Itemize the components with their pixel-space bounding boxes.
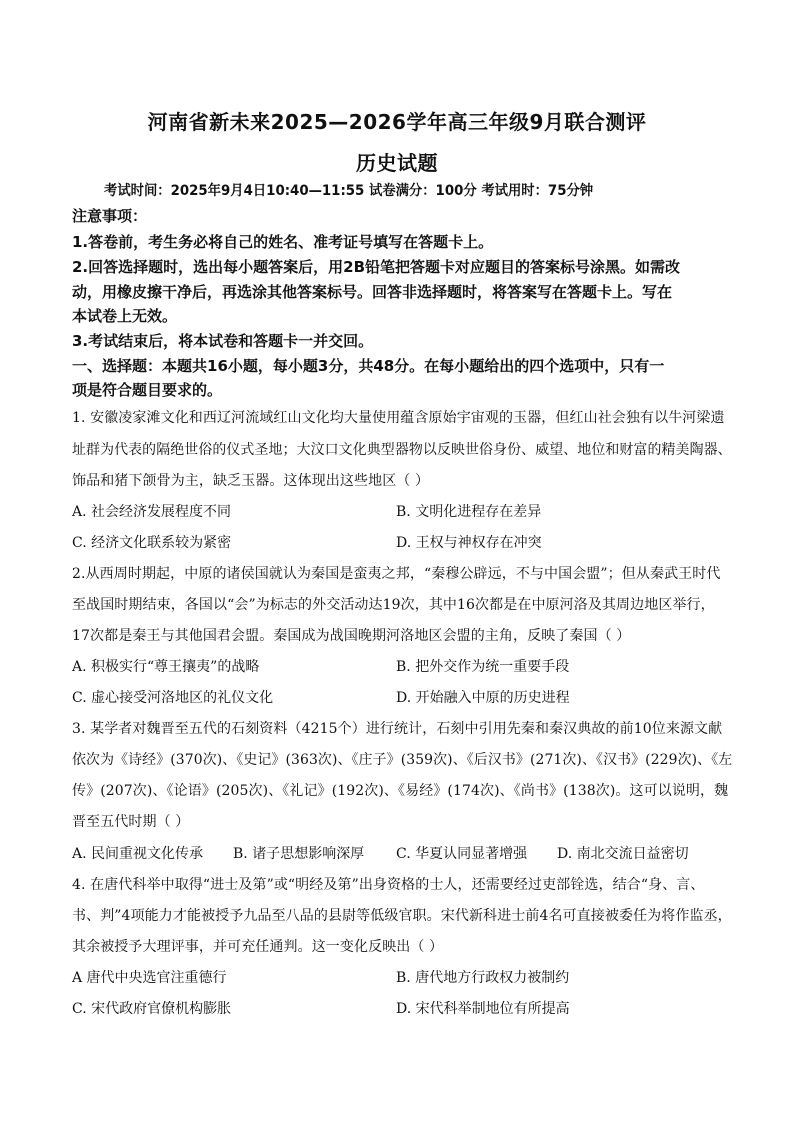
- exam-title: 河南省新未来2025—2026学年高三年级9月联合测评: [147, 110, 647, 134]
- notice-heading: 注意事项：: [72, 207, 148, 225]
- question-4-option-b: B. 唐代地方行政权力被制约: [396, 970, 570, 986]
- question-2-option-a: A. 积极实行“尊王攘夷”的战略: [72, 659, 260, 675]
- question-3-option-d: D. 南北交流日益密切: [557, 846, 689, 862]
- exam-subject-title: 历史试题: [356, 151, 438, 175]
- question-4-option-c: C. 宋代政府官僚机构膨胀: [72, 1001, 232, 1017]
- question-1-line: 址群为代表的隔绝世俗的仪式圣地；大汶口文化典型器物以反映世俗身份、威望、地位和财富的精美陶器、: [72, 442, 732, 458]
- question-2-option-c: C. 虚心接受河洛地区的礼仪文化: [72, 690, 274, 706]
- question-3-option-a: A. 民间重视文化传承: [72, 846, 204, 862]
- question-2-line: 2.从西周时期起，中原的诸侯国就认为秦国是蛮夷之邦，“秦穆公辟远，不与中国会盟”；但从秦武王时代: [72, 566, 721, 582]
- question-2-option-d: D. 开始融入中原的历史进程: [396, 690, 570, 706]
- section-heading: 一、选择题：本题共16小题，每小题3分，共48分。在每小题给出的四个选项中，只有一: [72, 357, 665, 375]
- notice-line: 3.考试结束后，将本试卷和答题卡一并交回。: [72, 332, 374, 350]
- notice-line: 1.答卷前，考生务必将自己的姓名、准考证号填写在答题卡上。: [72, 233, 494, 251]
- question-3-line: 晋至五代时期（ ）: [72, 814, 190, 830]
- question-4-option-a: A 唐代中央选官注重德行: [72, 970, 227, 986]
- question-2-line: 至战国时期结束，各国以“会”为标志的外交活动达19次，其中16次都是在中原河洛及其周边地区举行，: [72, 597, 715, 613]
- exam-info: 考试时间：2025年9月4日10:40—11:55 试卷满分：100分 考试用时：75分钟: [104, 183, 594, 199]
- question-1-option-c: C. 经济文化联系较为紧密: [72, 535, 232, 551]
- question-4-option-d: D. 宋代科举制地位有所提高: [396, 1001, 570, 1017]
- question-3-option-c: C. 华夏认同显著增强: [396, 846, 528, 862]
- question-4-line: 4. 在唐代科举中取得“进士及第”或“明经及第”出身资格的士人，还需要经过吏部铨选，结合“身、言、: [72, 877, 705, 893]
- question-1-line: 1. 安徽凌家滩文化和西辽河流域红山文化均大量使用蕴含原始宇宙观的玉器，但红山社会独有以牛河梁遗: [72, 410, 725, 426]
- question-1-option-d: D. 王权与神权存在冲突: [396, 535, 542, 551]
- question-2-option-b: B. 把外交作为统一重要手段: [396, 659, 570, 675]
- notice-line: 动，用橡皮擦干净后，再选涂其他答案标号。回答非选择题时，将答案写在答题卡上。写在: [72, 283, 673, 301]
- question-3-option-b: B. 诸子思想影响深厚: [233, 846, 365, 862]
- question-3-line: 依次为《诗经》(370次)、《史记》(363次)、《庄子》(359次)、《后汉书》(271次)、《汉书》(229次)、《左: [72, 752, 733, 768]
- question-3-line: 传》(207次)、《论语》(205次)、《礼记》(192次)、《易经》(174次)、《尚书》(138次)。这可以说明，魏: [72, 783, 729, 799]
- question-4-line: 其余被授予大理评事，并可充任通判。这一变化反映出（ ）: [72, 939, 444, 955]
- notice-line: 2.回答选择题时，选出每小题答案后，用2B铅笔把答题卡对应题目的答案标号涂黑。如需改: [72, 258, 681, 276]
- question-1-option-b: B. 文明化进程存在差异: [396, 504, 542, 520]
- question-3-line: 3. 某学者对魏晋至五代的石刻资料（4215个）进行统计，石刻中引用先秦和秦汉典故的前10位来源文献: [72, 721, 723, 737]
- section-heading: 项是符合题目要求的。: [72, 381, 223, 399]
- question-4-line: 书、判”4项能力才能被授予九品至八品的县尉等低级官职。宋代新科进士前4名可直接被委任为将作监丞，: [72, 908, 732, 924]
- notice-line: 本试卷上无效。: [72, 307, 178, 325]
- question-1-option-a: A. 社会经济发展程度不同: [72, 504, 232, 520]
- question-1-line: 饰品和猪下颌骨为主，缺乏玉器。这体现出这些地区（ ）: [72, 473, 430, 489]
- question-2-line: 17次都是秦王与其他国君会盟。秦国成为战国晚期河洛地区会盟的主角，反映了秦国（ ）: [72, 628, 631, 644]
